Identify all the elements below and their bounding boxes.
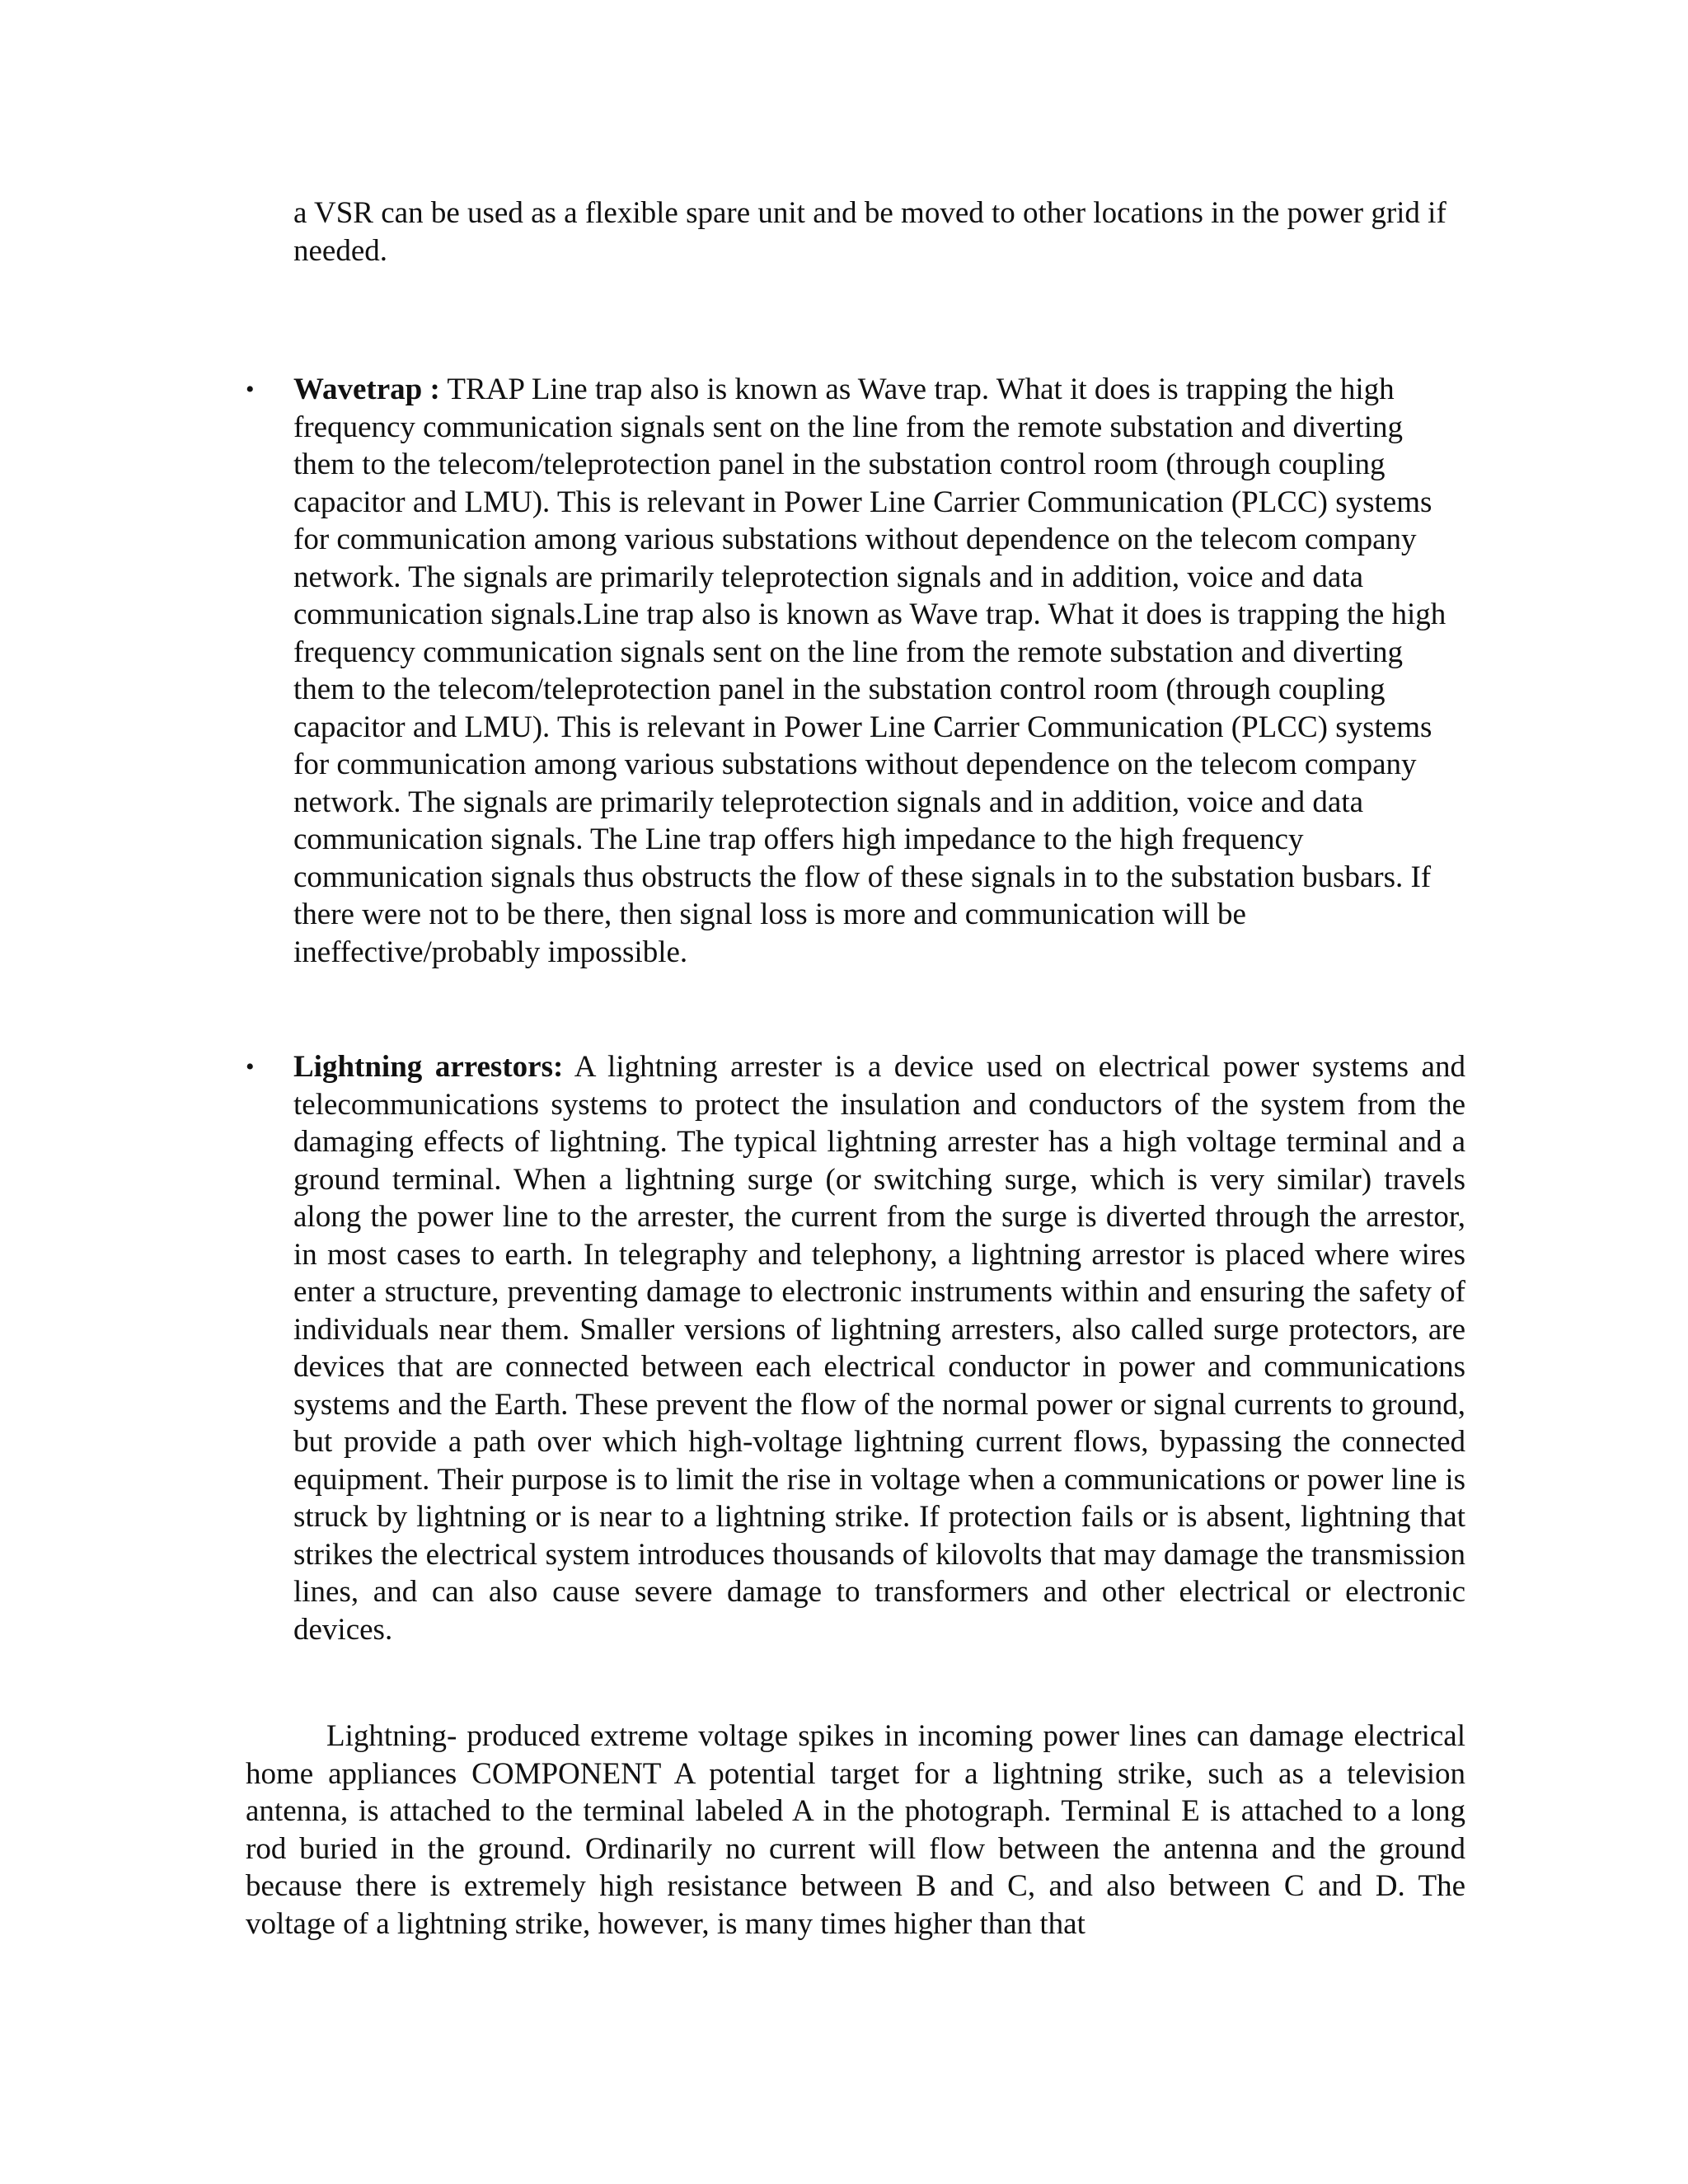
- body-paragraph: Lightning- produced extreme voltage spikes in incoming power lines can damage electrical home appliances COMPONENT A potential target for a lightning strike, such as a television antenna, is attached to the terminal labeled A in the photograph. Terminal E is attached to a long rod buried in the ground. Ordinarily no current will flow between the antenna and the ground because there is extremely high resistance between B and C, and also between C and D. The voltage of a lightning strike, however, is many times higher than that: [246, 1719, 1465, 1941]
- bullet-wavetrap: [246, 371, 1465, 971]
- bullet-lightning-arrestors: [246, 1048, 1465, 1648]
- wavetrap-paragraph: [293, 371, 1465, 971]
- wavetrap-text: TRAP Line trap also is known as Wave trap. What it does is trapping the high frequency communication signals sent on the line from the remote substation and diverting them to the telecom/teleprotection panel in the substation control room (through coupling capacitor and LMU). This is relevant in Power Line Carrier Communication (PLCC) systems for communication among various substations without dependence on the telecom company network. The signals are primarily teleprotection signals and in addition, voice and data communication signals.Line trap also is known as Wave trap. What it does is trapping the high frequency communication signals sent on the line from the remote substation and diverting them to the telecom/teleprotection panel in the substation control room (through coupling capacitor and LMU). This is relevant in Power Line Carrier Communication (PLCC) systems for communication among various substations without dependence on the telecom company network. The signals are primarily teleprotection signals and in addition, voice and data communication signals. The Line trap offers high impedance to the high frequency communication signals thus obstructs the flow of these signals in to the substation busbars. If there were not to be there, then signal loss is more and communication will be ineffective/probably impossible.: [293, 373, 1447, 969]
- bullet-dot: •: [246, 376, 255, 403]
- carryover-text: a VSR can be used as a flexible spare unit and be moved to other locations in the power grid if needed.: [293, 196, 1447, 268]
- lightning-paragraph: [293, 1048, 1465, 1648]
- lightning-text: A lightning arrester is a device used on electrical power systems and telecommunications systems to protect the insulation and conductors of the system from the damaging effects of lightning. The typical lightning arrester has a high voltage terminal and a ground terminal. When a lightning surge (or switching surge, which is very similar) travels along the power line to the arrester, the current from the surge is diverted through the arrestor, in most cases to earth. In telegraphy and telephony, a lightning arrestor is placed where wires enter a structure, preventing damage to electronic instruments within and ensuring the safety of individuals near them. Smaller versions of lightning arresters, also called surge protectors, are devices that are connected between each electrical conductor in power and communications systems and the Earth. These prevent the flow of the normal power or signal currents to ground, but provide a path over which high-voltage lightning current flows, bypassing the connected equipment. Their purpose is to limit the rise in voltage when a communications or power line is struck by lightning or is near to a lightning strike. If protection fails or is absent, lightning that strikes the electrical system introduces thousands of kilovolts that may damage the transmission lines, and can also cause severe damage to transformers and other electrical or electronic devices.: [293, 1050, 1465, 1647]
- bullet-dot: •: [246, 1053, 255, 1080]
- wavetrap-term: Wavetrap :: [293, 373, 440, 406]
- lightning-term: Lightning arrestors:: [293, 1050, 564, 1084]
